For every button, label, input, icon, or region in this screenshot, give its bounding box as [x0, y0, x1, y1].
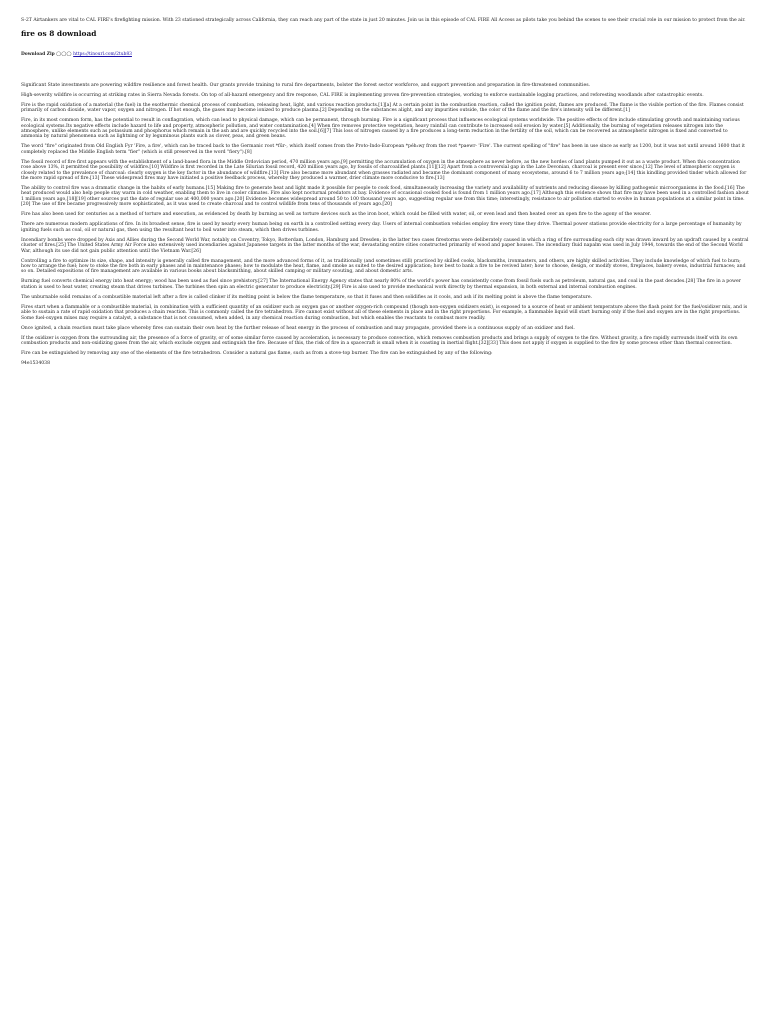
download-line [21, 52, 749, 57]
body-paragraph: Fires start when a flammable or a combustible material, in combination with a sufficient quantity of an oxidizer such as oxygen gas or another oxygen-rich compound (though non-oxygen oxidizers exist), is exposed to a source of heat or ambient temperature above the flash point for the fuel/oxidizer mix, and is able to sustain a rate of rapid oxidation that produces a chain reaction. This is commonly called the fire tetrahedron. Fire cannot exist without all of these elements in place and in the right proportions. For example, a flammable liquid will start burning only if the fuel and oxygen are in the right proportions. Some fuel-oxygen mixes may require a catalyst, a substance that is not consumed, when added, in any chemical reaction during combustion, but which enables the reactants to combust more readily. [21, 304, 748, 321]
body-paragraph: Incendiary bombs were dropped by Axis and Allies during the Second World War, notably on Coventry, Tokyo, Rotterdam, London, Hamburg and Dresden; in the latter two cases firestorms were deliberately caused in which a ring of fire surrounding each city was drawn inward by an updraft caused by a central cluster of fires.[25] The United States Army Air Force also extensively used incendiaries against Japanese targets in the latter months of the war, devastating entire cities constructed primarily of wood and paper houses. The incendiary fluid napalm was used in July 1944, towards the end of the Second World War, although its use did not gain public attention until the Vietnam War.[26] [21, 237, 749, 254]
body-paragraph: There are numerous modern applications of fire. In its broadest sense, fire is used by nearly every human being on earth in a controlled setting every day. Users of internal combustion vehicles employ fire every time they drive. Thermal power stations provide electricity for a large percentage of humanity by igniting fuels such as coal, oil or natural gas, then using the resultant heat to boil water into steam, which then drives turbines. [21, 222, 742, 233]
article [21, 18, 749, 371]
download-link[interactable]: https://tinourl.com/2tub83 [73, 52, 132, 58]
body-paragraph: The unburnable solid remains of a combustible material left after a fire is called clinker if its melting point is below the flame temperature, so that it fuses and then solidifies as it cools, and ash if its melting point is above the flame temperature. [21, 294, 593, 300]
body-paragraph: Burning fuel converts chemical energy into heat energy; wood has been used as fuel since prehistory.[27] The International Energy Agency states that nearly 80% of the world's power has consistently come from fossil fuels such as petroleum, natural gas, and coal in the past decades.[28] The fire in a power station is used to heat water, creating steam that drives turbines. The turbines then spin an electric generator to produce electricity.[29] Fire is also used to provide mechanical work directly by thermal expansion, in both external and internal combustion engines. [21, 279, 741, 290]
page-title: fire os 8 download [21, 29, 97, 39]
body-paragraph: Fire is the rapid oxidation of a material (the fuel) in the exothermic chemical process of combustion, releasing heat, light, and various reaction products.[1][a] At a certain point in the combustion reaction, called the ignition point, flames are produced. The flame is the visible portion of the fire. Flames consist primarily of carbon dioxide, water vapor, oxygen and nitrogen. If hot enough, the gases may become ionized to produce plasma.[2] Depending on the substances alight, and any impurities outside, the color of the flame and the fire's intensity will be different.[1] [21, 102, 744, 114]
footer-code: 94e1534038 [21, 360, 51, 366]
body-paragraph: The fossil record of fire first appears with the establishment of a land-based flora in the Middle Ordovician period, 470 million years ago,[9] permitting the accumulation of oxygen in the atmosphere as never before, as the new hordes of land plants pumped it out as a waste product. When this concentration rose above 13%, it permitted the possibility of wildfire.[10] Wildfire is first recorded in the Late Silurian fossil record, 420 million years ago, by fossils of charcoalified plants.[11][12] Apart from a controversial gap in the Late Devonian, charcoal is present ever since.[12] The level of atmospheric oxygen is closely related to the prevalence of charcoal: clearly oxygen is the key factor in the abundance of wildfire.[13] Fire also became more abundant when grasses radiated and became the dominant component of many ecosystems, around 6 to 7 million years ago;[14] this kindling provided tinder which allowed for the more rapid spread of fire.[13] These widespread fires may have initiated a positive feedback process, whereby they produced a warmer, drier climate more conducive to fire.[13] [21, 159, 747, 182]
body-paragraph: Once ignited, a chain reaction must take place whereby fires can sustain their own heat by the further release of heat energy in the process of combustion and may propagate, provided there is a continuous supply of an oxidizer and fuel. [21, 325, 575, 331]
intro-paragraph: S-2T Airtankers are vital to CAL FIRE's firefighting mission. With 23 stationed strategically across California, they can reach any part of the state in just 20 minutes. Join us in this episode of CAL FIRE All Access as pilots take you behind the scenes to see their crucial role in our mission to protect from the air. [21, 18, 746, 23]
body-paragraph: High-severity wildfire is occurring at striking rates in Sierra Nevada forests. On top of all-hazard emergency and fire response, CAL FIRE is implementing proven fire-prevention strategies, working to enforce sustainable logging practices, and reforesting woodlands after catastrophic events. [21, 92, 704, 98]
body-paragraph: Controlling a fire to optimize its size, shape, and intensity is generally called fire management, and the more advanced forms of it, as traditionally (and sometimes still) practiced by skilled cooks, blacksmiths, ironmasters, and others, are highly skilled activities. They include knowledge of which fuel to burn; how to arrange the fuel; how to stoke the fire both in early phases and in maintenance phases; how to modulate the heat, flame, and smoke as suited to the desired application; how best to bank a fire to be revived later; how to choose, design, or modify stoves, fireplaces, bakery ovens, industrial furnaces; and so on. Detailed expositions of fire management are available in various books about blacksmithing, about skilled camping or military scouting, and about domestic arts. [21, 258, 746, 275]
body-paragraph: If the oxidizer is oxygen from the surrounding air, the presence of a force of gravity, or of some similar force caused by acceleration, is necessary to produce convection, which removes combustion products and brings a supply of oxygen to the fire. Without gravity, a fire rapidly surrounds itself with its own combustion products and non-oxidizing gases from the air, which exclude oxygen and extinguish the fire. Because of this, the risk of fire in a spacecraft is small when it is coasting in inertial flight.[32][33] This does not apply if oxygen is supplied to the fire by some process other than thermal convection. [21, 335, 738, 346]
body-paragraph: Significant State investments are powering wildfire resilience and forest health. Our grants provide training to rural fire departments, bolster the forest sector workforce, and support prevention and preparation in fire-threatened communities. [21, 82, 591, 88]
body-paragraph: Fire can be extinguished by removing any one of the elements of the fire tetrahedron. Consider a natural gas flame, such as from a stove-top burner. The fire can be extinguished by any of the following: [21, 350, 493, 356]
download-label: Download Zip [21, 52, 55, 58]
body-paragraph: Fire has also been used for centuries as a method of torture and execution, as evidenced by death by burning as well as torture devices such as the iron boot, which could be filled with water, oil, or even lead and then heated over an open fire to the agony of the wearer. [21, 212, 651, 218]
body-paragraph: The word "fire" originated from Old English Fyr 'Fire, a fire', which can be traced back to the Germanic root *fūr-, which itself comes from the Proto-Indo-European *péh₂wr̥ from the root *paewr- 'Fire'. The current spelling of "fire" has been in use since as early as 1200, but it was not until around 1600 that it completely replaced the Middle English term "fier" (which is still preserved in the word "fiery").[8] [21, 144, 746, 155]
body-paragraph: Fire, in its most common form, has the potential to result in conflagration, which can lead to physical damage, which can be permanent, through burning. Fire is a significant process that influences ecological systems worldwide. The positive effects of fire include stimulating growth and maintaining various ecological systems.Its negative effects include hazard to life and property, atmospheric pollution, and water contamination.[4] When fire removes protective vegetation, heavy rainfall can contribute to increased soil erosion by water.[5] Additionally, the burning of vegetation releases nitrogen into the atmosphere, unlike elements such as potassium and phosphorus which remain in the ash and are quickly recycled into the soil.[6][7] This loss of nitrogen caused by a fire produces a long-term reduction in the fertility of the soil, which can be recovered as atmospheric nitrogen is fixed and converted to ammonia by natural phenomena such as lightning or by leguminous plants such as clover, peas, and green beans. [21, 118, 740, 140]
body-paragraph: The ability to control fire was a dramatic change in the habits of early humans.[15] Making fire to generate heat and light made it possible for people to cook food, simultaneously increasing the variety and availability of nutrients and reducing disease by killing pathogenic microorganisms in the food.[16] The heat produced would also help people stay warm in cold weather, enabling them to live in cooler climates. Fire also kept nocturnal predators at bay. Evidence of occasional cooked food is found from 1 million years ago.[17] Although this evidence shows that fire may have been used in a controlled fashion about 1 million years ago,[18][19] other sources put the date of regular use at 400,000 years ago.[20] Evidence becomes widespread around 50 to 100 thousand years ago, suggesting regular use from this time; interestingly, resistance to air pollution started to evolve in human populations at a similar point in time.[20] The use of fire became progressively more sophisticated, as it was used to create charcoal and to control wildlife from tens of thousands of years ago.[20] [21, 186, 749, 208]
rating-icon: ◯◯◯ [56, 52, 72, 58]
